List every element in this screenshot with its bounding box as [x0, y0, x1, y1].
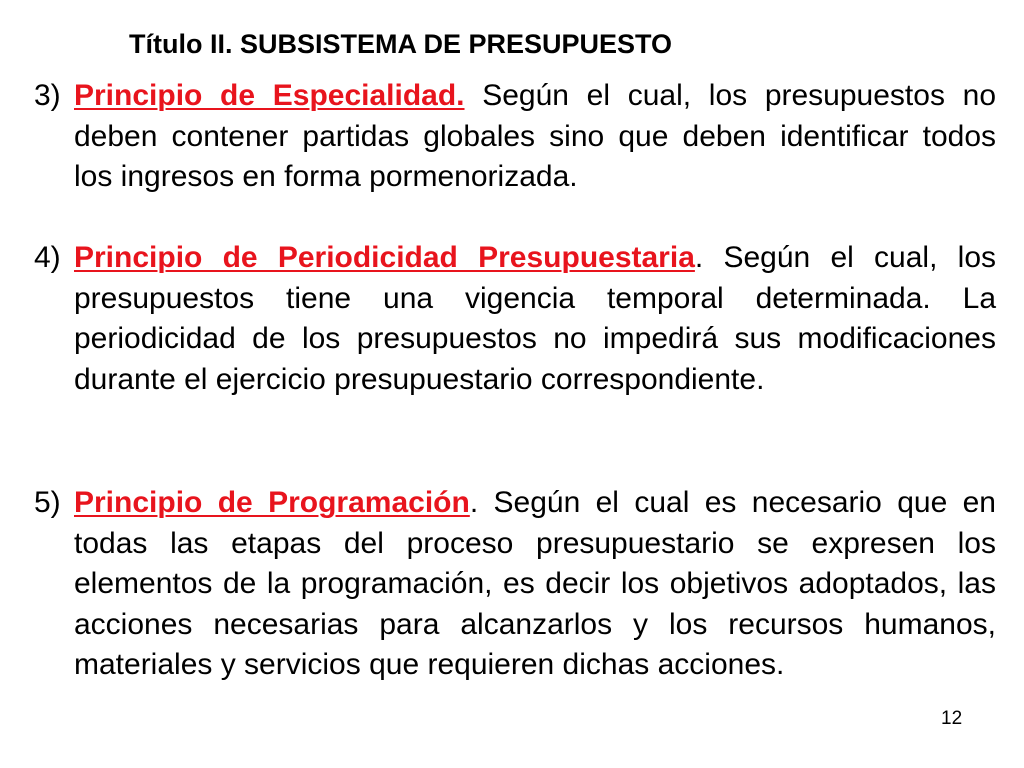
- principle-heading: Principio de Especialidad.: [74, 79, 465, 112]
- principle-text: Según el cual, los presupuestos tiene una vigencia temporal determinada. La periodicidad de los presupuestos no impedirá sus modificaciones durante el ejercicio presupuestario correspondiente.: [74, 241, 996, 396]
- principle-item-4: [34, 238, 996, 400]
- principle-text: Según el cual es necesario que en todas las etapas del proceso presupuestario se expresen los elementos de la programación, es decir los objetivos adoptados, las acciones necesarias para alcanzarlos y los recursos humanos, materiales y servicios que requieren dichas acciones.: [74, 486, 996, 681]
- principle-number: 5): [34, 486, 61, 519]
- page-number: 12: [941, 708, 963, 729]
- principle-number: 4): [34, 241, 61, 274]
- principle-text: Según el cual, los presupuestos no deben contener partidas globales sino que deben identificar todos los ingresos en forma pormenorizada.: [74, 79, 997, 193]
- principle-body: [74, 238, 996, 400]
- principle-item-5: [34, 483, 996, 686]
- principle-punctuation: .: [469, 486, 479, 519]
- slide-title: Título II. SUBSISTEMA DE PRESUPUESTO: [129, 29, 673, 59]
- principle-item-3: [34, 76, 996, 198]
- principle-heading: Principio de Programación: [74, 486, 470, 519]
- principle-body: [74, 76, 996, 198]
- principle-number: 3): [34, 79, 61, 112]
- principle-body: [74, 483, 996, 686]
- principle-heading: Principio de Periodicidad Presupuestaria: [74, 241, 695, 274]
- principle-punctuation: .: [694, 241, 704, 274]
